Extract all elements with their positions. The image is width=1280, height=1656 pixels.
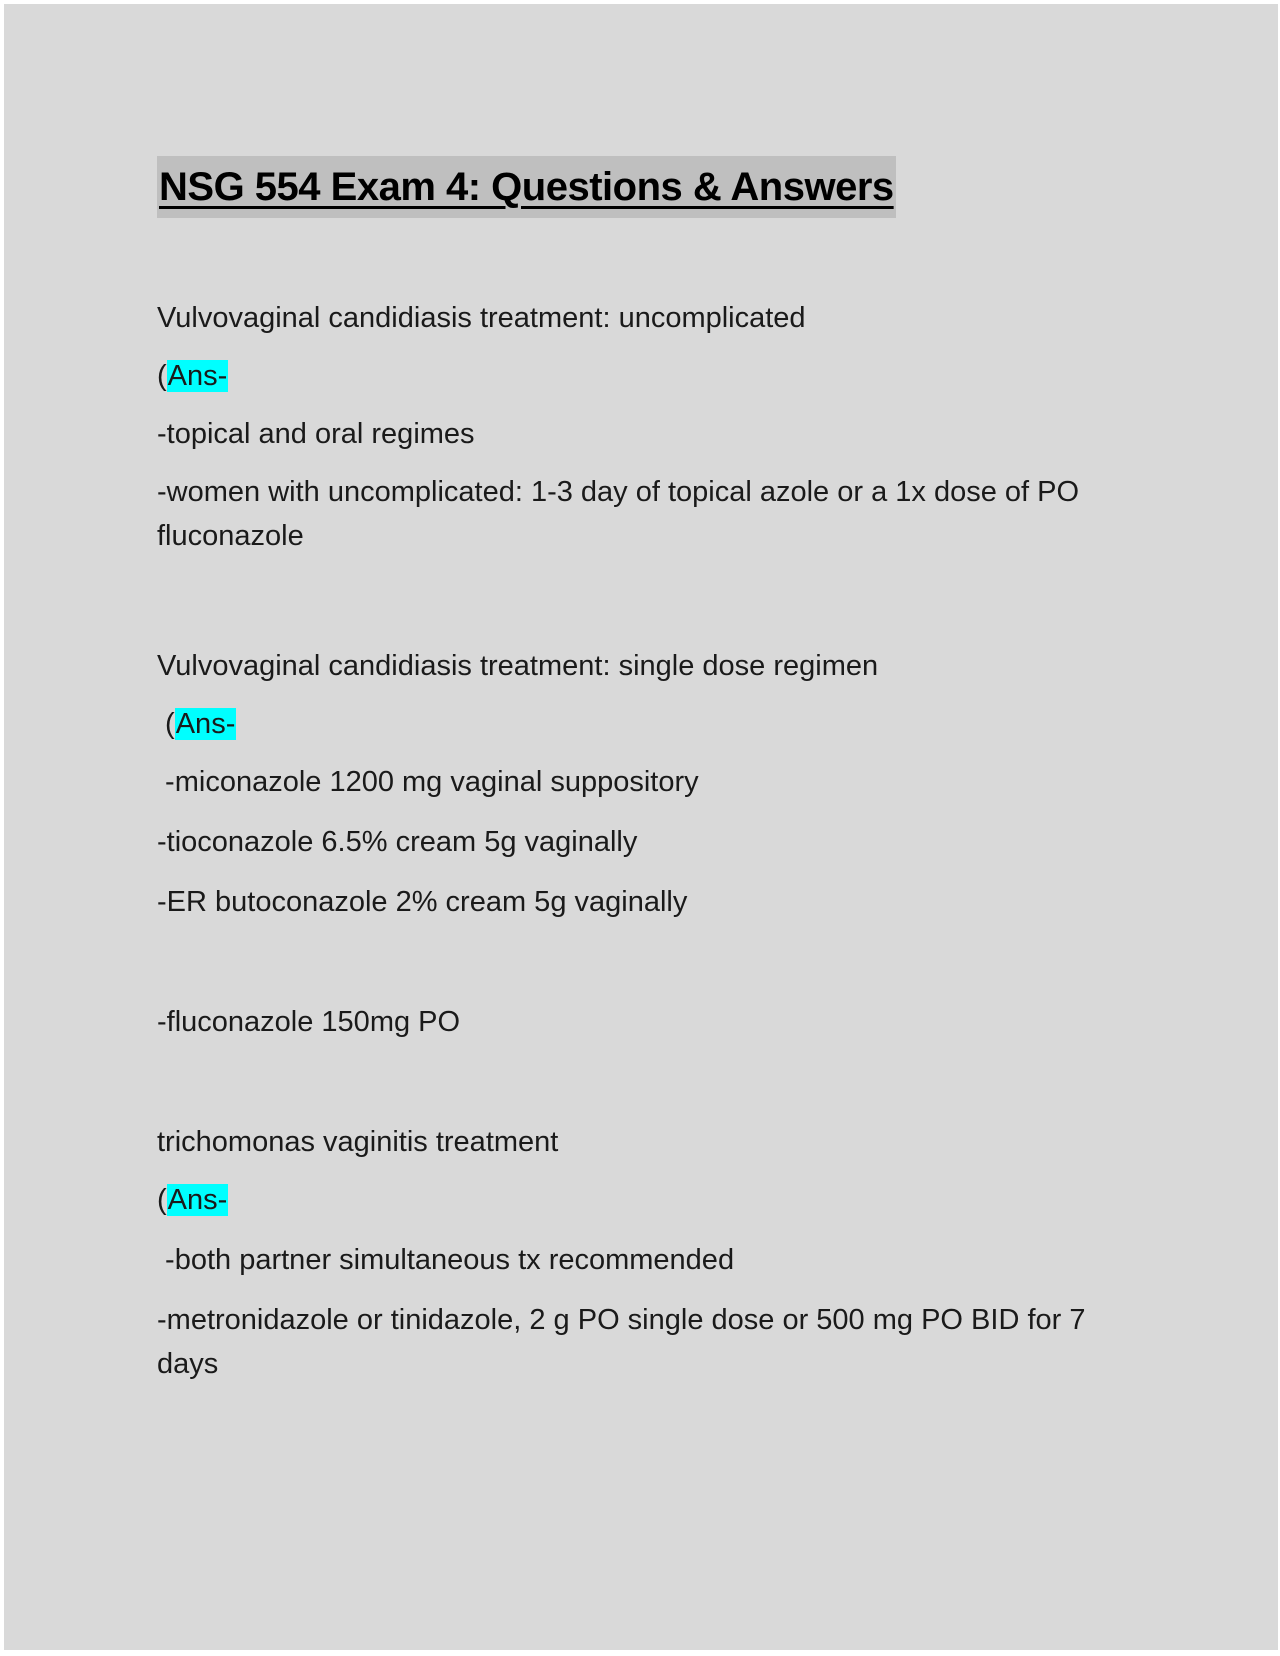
answer-3-line-2: -metronidazole or tinidazole, 2 g PO single dose or 500 mg PO BID for 7 days	[157, 1304, 1086, 1380]
question-2: Vulvovaginal candidiasis treatment: single dose regimen	[157, 650, 879, 682]
question-1: Vulvovaginal candidiasis treatment: uncomplicated	[157, 302, 806, 334]
document-page	[4, 4, 1278, 1650]
answer-2-line-1: -miconazole 1200 mg vaginal suppository	[157, 766, 699, 798]
answer-2-line-2: -tioconazole 6.5% cream 5g vaginally	[157, 826, 638, 858]
answer-marker-1	[157, 354, 228, 398]
document-title: NSG 554 Exam 4: Questions & Answers	[157, 156, 896, 218]
answer-label-highlight: Ans-	[175, 708, 236, 740]
answer-marker-2	[157, 702, 236, 746]
answer-marker-3	[157, 1178, 228, 1222]
answer-1-line-2: -women with uncomplicated: 1-3 day of topical azole or a 1x dose of PO fluconazole	[157, 476, 1080, 552]
answer-prefix: (	[157, 1184, 167, 1216]
answer-1-line-1: -topical and oral regimes	[157, 418, 475, 450]
answer-prefix: (	[157, 708, 175, 740]
answer-2-line-4: -fluconazole 150mg PO	[157, 1006, 461, 1038]
answer-label-highlight: Ans-	[167, 360, 228, 392]
answer-2-line-3: -ER butoconazole 2% cream 5g vaginally	[157, 886, 688, 918]
question-3: trichomonas vaginitis treatment	[157, 1126, 559, 1158]
answer-3-line-1: -both partner simultaneous tx recommended	[157, 1244, 735, 1276]
answer-label-highlight: Ans-	[167, 1184, 228, 1216]
answer-prefix: (	[157, 360, 167, 392]
